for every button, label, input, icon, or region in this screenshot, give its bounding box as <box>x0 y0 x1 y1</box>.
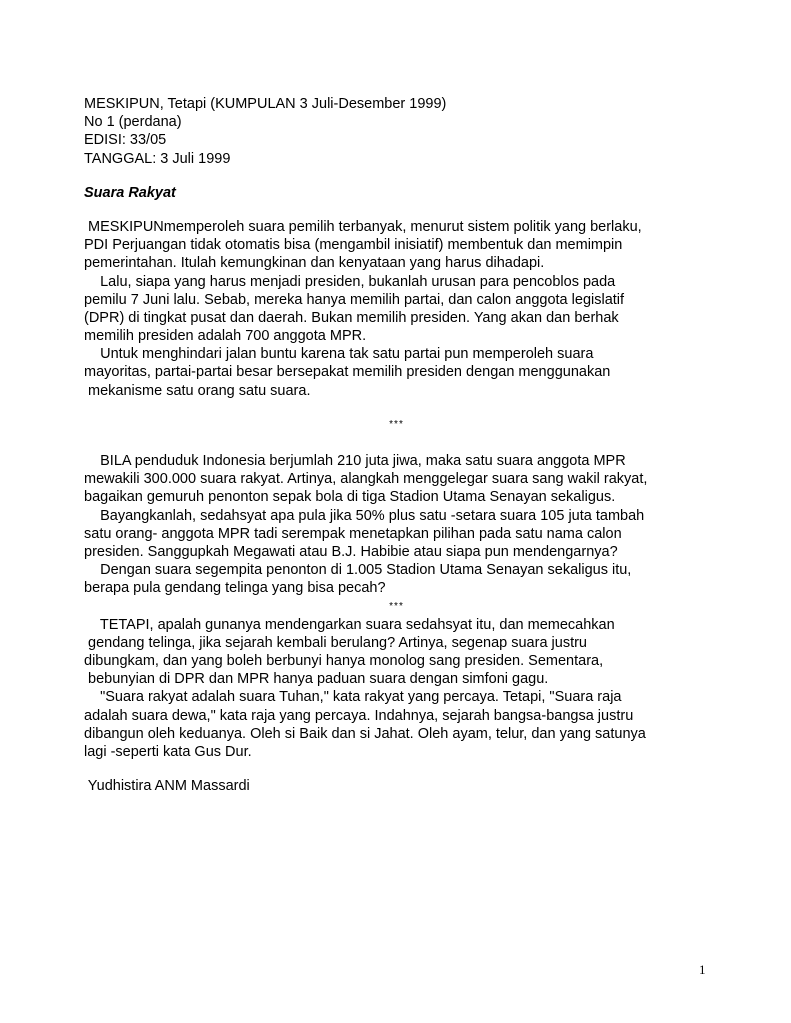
paragraph-line: bebunyian di DPR dan MPR hanya paduan suara dengan simfoni gagu. <box>84 671 549 688</box>
paragraph-line: satu orang- anggota MPR tadi serempak menetapkan pilihan pada satu nama calon <box>84 525 622 542</box>
paragraph-line: adalah suara dewa," kata raja yang percaya. Indahnya, sejarah bangsa-bangsa justru <box>84 707 634 724</box>
paragraph-line: lagi -seperti kata Gus Dur. <box>84 744 252 760</box>
article-section-3 <box>84 616 709 762</box>
section-separator: *** <box>389 418 404 430</box>
paragraph-line: presiden. Sanggupkah Megawati atau B.J. Habibie atau siapa pun mendengarnya? <box>84 543 618 560</box>
header-line-issue-number: No 1 (perdana) <box>84 114 182 131</box>
paragraph-line: memilih presiden adalah 700 anggota MPR. <box>84 328 367 345</box>
paragraph-line: mayoritas, partai-partai besar bersepakat memilih presiden dengan menggunakan <box>84 364 611 381</box>
paragraph-line: Untuk menghindari jalan buntu karena tak satu partai pun memperoleh suara <box>84 346 594 363</box>
page-number: 1 <box>699 962 706 977</box>
paragraph-line: bagaikan gemuruh penonton sepak bola di tiga Stadion Utama Senayan sekaligus. <box>84 489 616 506</box>
article-title: Suara Rakyat <box>84 184 176 201</box>
paragraph-line: dibangun oleh keduanya. Oleh si Baik dan si Jahat. Oleh ayam, telur, dan yang satunya <box>84 725 646 742</box>
document-page <box>84 95 709 795</box>
paragraph-line: Lalu, siapa yang harus menjadi presiden, bukanlah urusan para pencoblos pada <box>84 273 616 290</box>
header-line-edition: EDISI: 33/05 <box>84 132 167 149</box>
paragraph-line: Dengan suara segempita penonton di 1.005 Stadion Utama Senayan sekaligus itu, <box>84 562 632 579</box>
paragraph-line: pemilu 7 Juni lalu. Sebab, mereka hanya memilih partai, dan calon anggota legislatif <box>84 291 625 308</box>
paragraph-line: MESKIPUNmemperoleh suara pemilih terbanyak, menurut sistem politik yang berlaku, <box>84 218 642 235</box>
paragraph-line: "Suara rakyat adalah suara Tuhan," kata rakyat yang percaya. Tetapi, "Suara raja <box>84 689 622 706</box>
paragraph-line: TETAPI, apalah gunanya mendengarkan suara sedahsyat itu, dan memecahkan <box>84 616 615 633</box>
document-header <box>84 95 709 168</box>
paragraph-line: gendang telinga, jika sejarah kembali berulang? Artinya, segenap suara justru <box>84 634 587 651</box>
author-name: Yudhistira ANM Massardi <box>84 778 250 795</box>
paragraph-line: mekanisme satu orang satu suara. <box>84 382 311 399</box>
paragraph-line: dibungkam, dan yang boleh berbunyi hanya monolog sang presiden. Sementara, <box>84 653 604 670</box>
paragraph-line: (DPR) di tingkat pusat dan daerah. Bukan memilih presiden. Yang akan dan berhak <box>84 309 619 326</box>
paragraph-line: PDI Perjuangan tidak otomatis bisa (mengambil inisiatif) membentuk dan memimpin <box>84 237 623 254</box>
paragraph-line: mewakili 300.000 suara rakyat. Artinya, alangkah menggelegar suara sang wakil rakyat, <box>84 471 648 488</box>
paragraph-line: BILA penduduk Indonesia berjumlah 210 juta jiwa, maka satu suara anggota MPR <box>84 453 626 469</box>
article-section-1 <box>84 218 709 400</box>
paragraph-line: pemerintahan. Itulah kemungkinan dan kenyataan yang harus dihadapi. <box>84 255 545 272</box>
section-separator: *** <box>389 600 404 612</box>
article-section-2 <box>84 452 709 598</box>
paragraph-line: berapa pula gendang telinga yang bisa pecah? <box>84 580 386 597</box>
header-line-date: TANGGAL: 3 Juli 1999 <box>84 150 231 167</box>
paragraph-line: Bayangkanlah, sedahsyat apa pula jika 50% plus satu -setara suara 105 juta tambah <box>84 507 645 524</box>
header-line-publication: MESKIPUN, Tetapi (KUMPULAN 3 Juli-Desember 1999) <box>84 96 447 112</box>
